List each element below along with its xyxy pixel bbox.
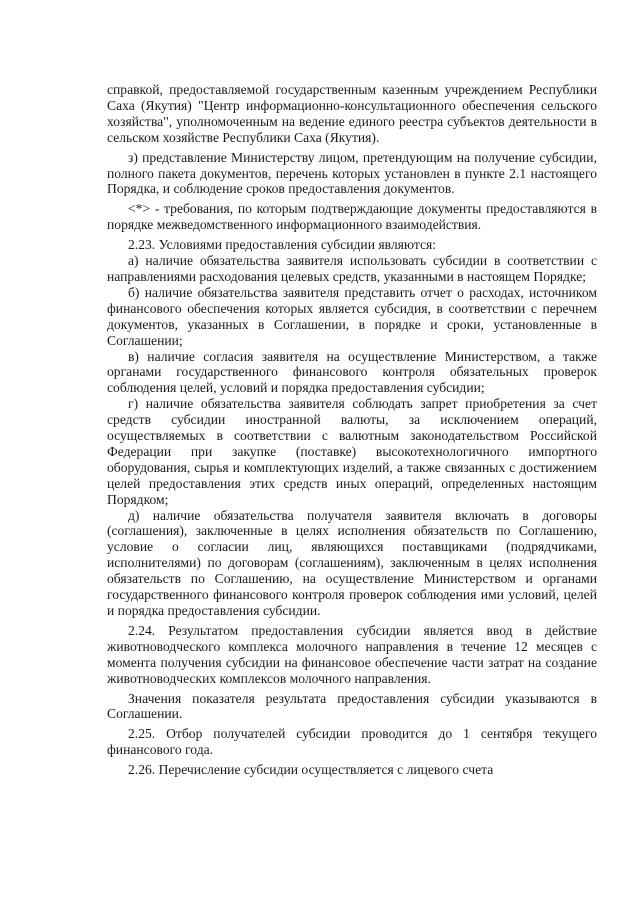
paragraph: д) наличие обязательства получателя заявителя включать в договоры (соглашения), заключенные в целях исполнения обязательств по Соглашению, условие о согласии лиц, являющихся поставщиками (подрядчиками, исполнителями) по договорам (соглашениям), заключенным в целях исполнения обязательств по Соглашению, на осуществление Министерством и органами государственного финансового контроля проверок соблюдения ими условий, целей и порядка предоставления субсидии.: [107, 507, 597, 618]
paragraph: з) представление Министерству лицом, претендующим на получение субсидии, полного пакета документов, перечень которых установлен в пункте 2.1 настоящего Порядка, и соблюдение сроков предоставления документов.: [107, 149, 597, 197]
paragraph: б) наличие обязательства заявителя представить отчет о расходах, источником финансового обеспечения которых является субсидия, в соответствии с перечнем документов, указанных в Соглашении, в порядке и сроки, установленные в Соглашении;: [107, 284, 597, 348]
paragraph: а) наличие обязательства заявителя использовать субсидии в соответствии с направлениями расходования целевых средств, указанными в настоящем Порядке;: [107, 253, 597, 284]
paragraph: Значения показателя результата предоставления субсидии указываются в Соглашении.: [107, 690, 597, 722]
paragraph: 2.24. Результатом предоставления субсидии является ввод в действие животноводческого комплекса молочного направления в течение 12 месяцев с момента получения субсидии на финансовое обеспечение части затрат на создание животноводческих комплексов молочного направления.: [107, 622, 597, 686]
document-body: [107, 82, 597, 778]
paragraph: 2.25. Отбор получателей субсидии проводится до 1 сентября текущего финансового года.: [107, 726, 597, 758]
paragraph: г) наличие обязательства заявителя соблюдать запрет приобретения за счет средств субсидии иностранной валюты, за исключением операций, осуществляемых в соответствии с валютным законодательством Российской Федерации при закупке (поставке) высокотехнологичного импортного оборудования, сырья и комплектующих изделий, а также связанных с достижением целей предоставления этих средств иных операций, определенных настоящим Порядком;: [107, 396, 597, 507]
paragraph: 2.23. Условиями предоставления субсидии являются:: [128, 237, 437, 253]
paragraph: справкой, предоставляемой государственным казенным учреждением Республики Саха (Якутия) "Центр информационно-консультационного обеспечения сельского хозяйства", уполномоченным на ведение единого реестра субъектов деятельности в сельском хозяйстве Республики Саха (Якутия).: [107, 82, 597, 145]
paragraph: 2.26. Перечисление субсидии осуществляется с лицевого счета: [128, 762, 494, 778]
paragraph: <*> - требования, по которым подтверждающие документы предоставляются в порядке межведомственного информационного взаимодействия.: [107, 201, 597, 233]
paragraph: в) наличие согласия заявителя на осуществление Министерством, а также органами государственного финансового контроля обязательных проверок соблюдения целей, условий и порядка предоставления субсидии;: [107, 348, 597, 396]
